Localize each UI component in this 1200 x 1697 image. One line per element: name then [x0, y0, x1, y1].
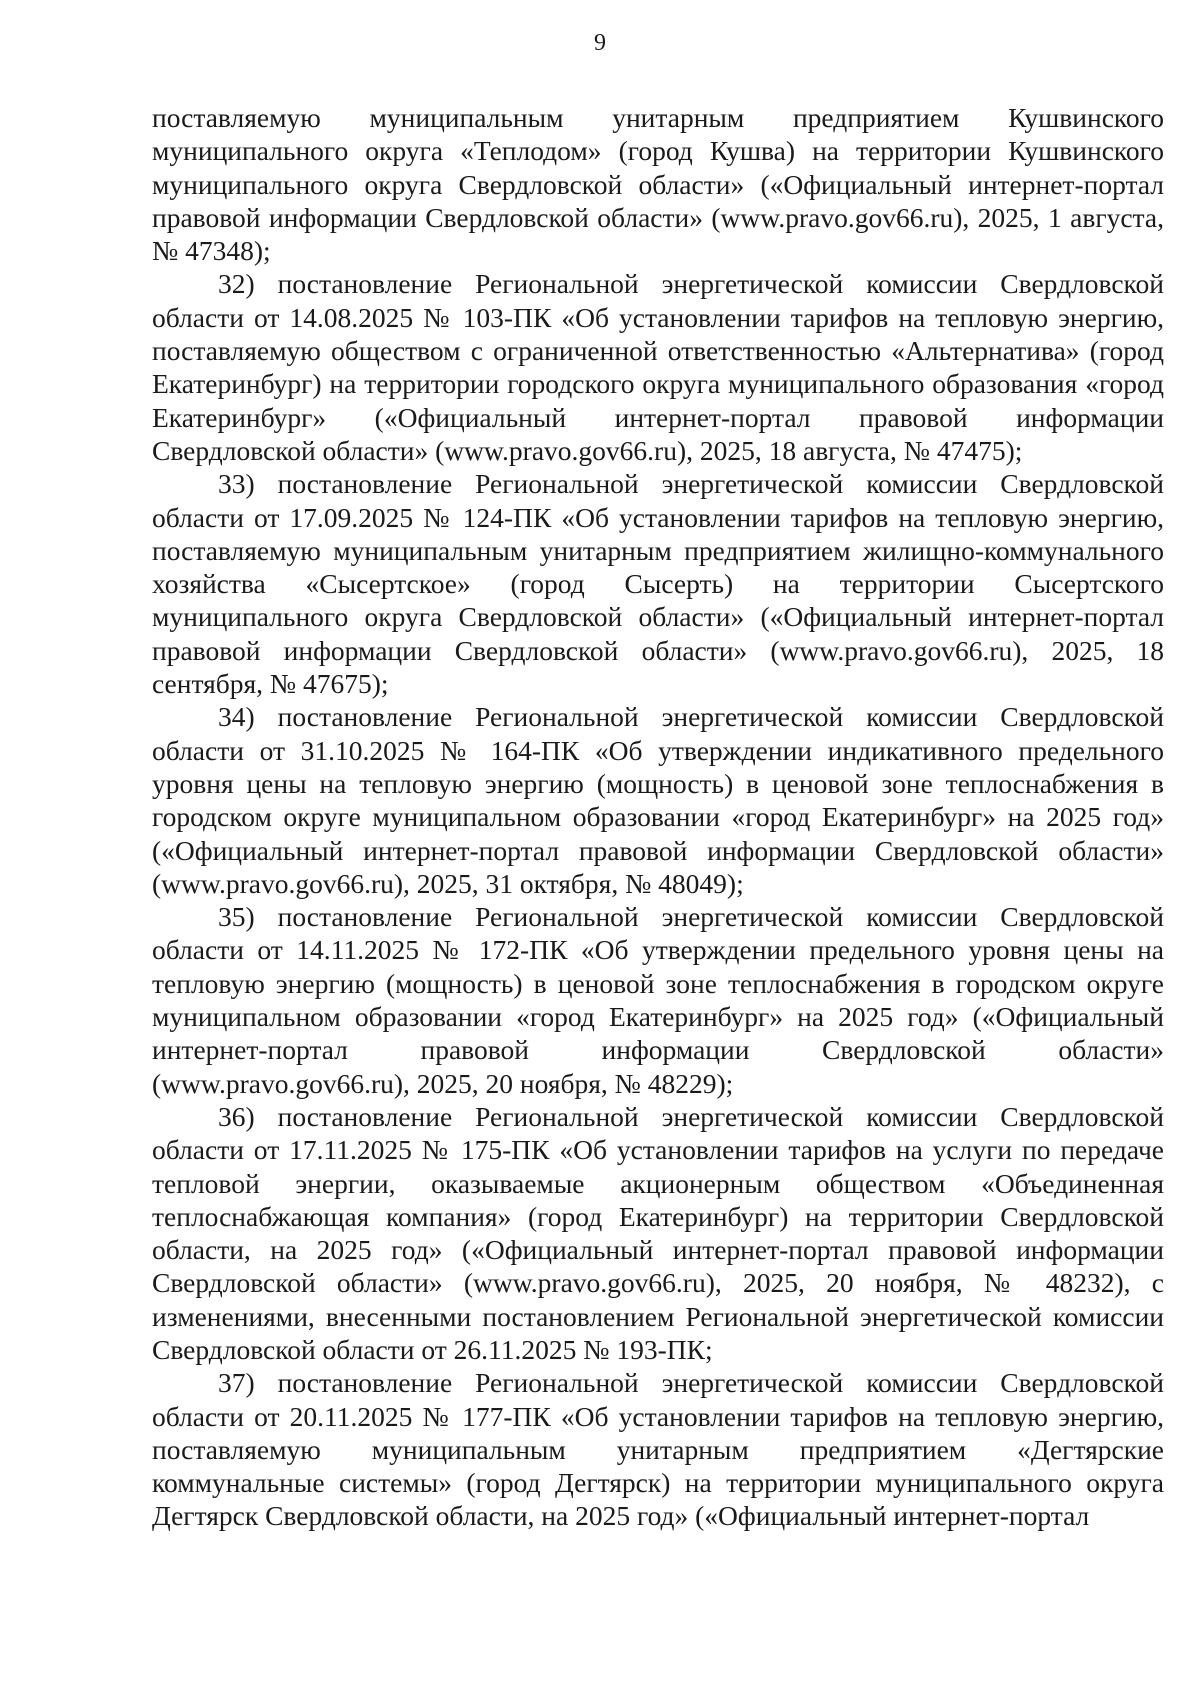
document-body	[152, 101, 1164, 1533]
list-item-37: 37) постановление Региональной энергетической комиссии Свердловской области от 20.11.2025 № 177-ПК «Об установлении тарифов на тепловую энергию, поставляемую муниципальным унитарным предприятием «Дегтярские коммунальные системы» (город Дегтярск) на территории муниципального округа Дегтярск Свердловской области, на 2025 год» («Официальный интернет-портал	[152, 1367, 1164, 1532]
list-item-34: 34) постановление Региональной энергетической комиссии Свердловской области от 31.10.2025 № 164-ПК «Об утверждении индикативного предельного уровня цены на тепловую энергию (мощность) в ценовой зоне теплоснабжения в городском округе муниципальном образовании «город Екатеринбург» на 2025 год» («Официальный интернет-портал правовой информации Свердловской области» (www.pravo.gov66.ru), 2025, 31 октября, № 48049);	[152, 701, 1164, 899]
page-number: 9	[594, 30, 606, 56]
list-item-35: 35) постановление Региональной энергетической комиссии Свердловской области от 14.11.2025 № 172-ПК «Об утверждении предельного уровня цены на тепловую энергию (мощность) в ценовой зоне теплоснабжения в городском округе муниципальном образовании «город Екатеринбург» на 2025 год» («Официальный интернет-портал правовой информации Свердловской области» (www.pravo.gov66.ru), 2025, 20 ноября, № 48229);	[152, 901, 1164, 1099]
list-item-33: 33) постановление Региональной энергетической комиссии Свердловской области от 17.09.2025 № 124-ПК «Об установлении тарифов на тепловую энергию, поставляемую муниципальным унитарным предприятием жилищно-коммунального хозяйства «Сысертское» (город Сысерть) на территории Сысертского муниципального округа Свердловской области» («Официальный интернет-портал правовой информации Свердловской области» (www.pravo.gov66.ru), 2025, 18 сентября, № 47675);	[152, 468, 1164, 700]
list-item-32: 32) постановление Региональной энергетической комиссии Свердловской области от 14.08.2025 № 103-ПК «Об установлении тарифов на тепловую энергию, поставляемую обществом с ограниченной ответственностью «Альтернатива» (город Екатеринбург) на территории городского округа муниципального образования «город Екатеринбург» («Официальный интернет-портал правовой информации Свердловской области» (www.pravo.gov66.ru), 2025, 18 августа, № 47475);	[152, 268, 1164, 466]
list-item-36: 36) постановление Региональной энергетической комиссии Свердловской области от 17.11.2025 № 175-ПК «Об установлении тарифов на услуги по передаче тепловой энергии, оказываемые акционерным обществом «Объединенная теплоснабжающая компания» (город Екатеринбург) на территории Свердловской области, на 2025 год» («Официальный интернет-портал правовой информации Свердловской области» (www.pravo.gov66.ru), 2025, 20 ноября, № 48232), с изменениями, внесенными постановлением Региональной энергетической комиссии Свердловской области от 26.11.2025 № 193-ПК;	[152, 1100, 1164, 1365]
paragraph-continuation: поставляемую муниципальным унитарным предприятием Кушвинского муниципального округа «Теплодом» (город Кушва) на территории Кушвинского муниципального округа Свердловской области» («Официальный интернет-портал правовой информации Свердловской области» (www.pravo.gov66.ru), 2025, 1 августа, № 47348);	[152, 102, 1164, 267]
